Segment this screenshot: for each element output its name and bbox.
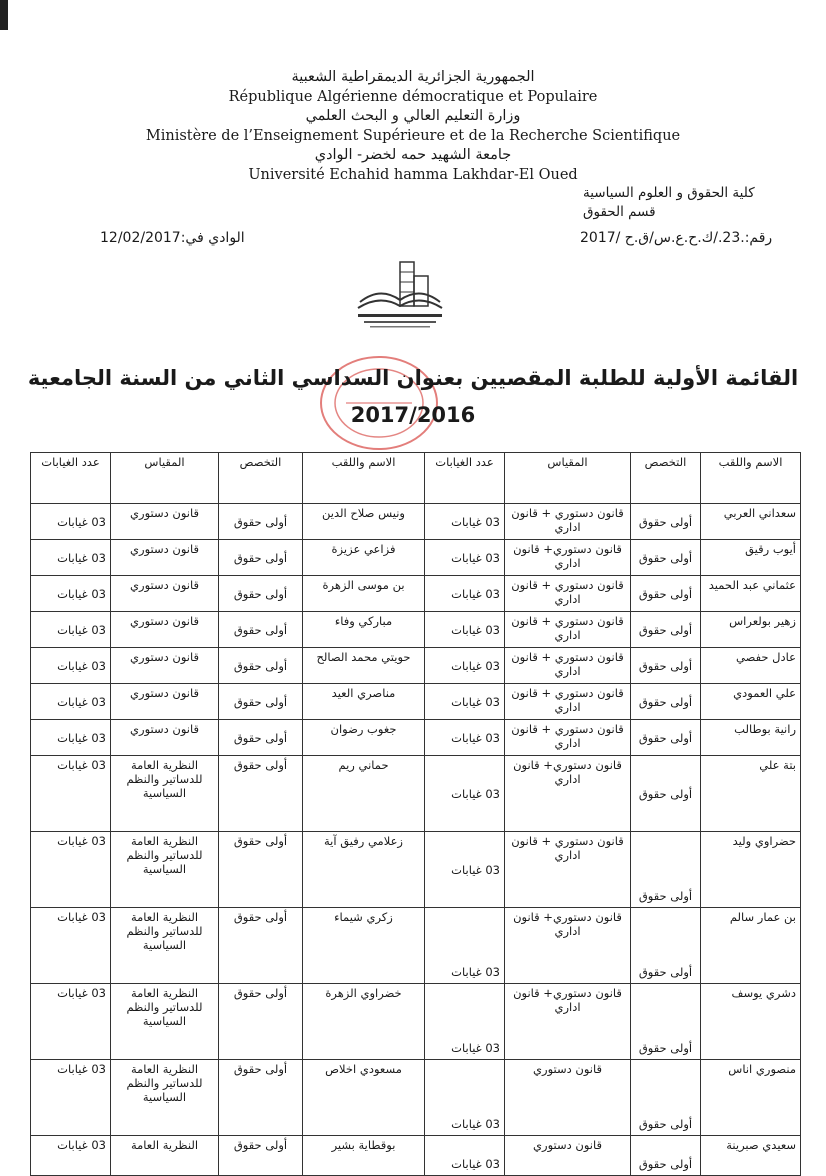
absences-cell: 03 غيابات (425, 756, 505, 832)
absences-cell: 03 غيابات (425, 648, 505, 684)
specialty-cell: أولى حقوق (219, 720, 303, 756)
student-name-cell: منصوري اناس (701, 1060, 801, 1136)
module-cell: قانون دستوري (111, 576, 219, 612)
absences-cell: 03 غيابات (31, 576, 111, 612)
ministry-name-fr: Ministère de l’Enseignement Supérieure et de la Recherche Scientifique (145, 127, 681, 144)
republic-name-fr: République Algérienne démocratique et Populaire (228, 88, 598, 105)
specialty-cell: أولى حقوق (631, 720, 701, 756)
specialty-cell: أولى حقوق (631, 984, 701, 1060)
absences-cell: 03 غيابات (425, 984, 505, 1060)
module-cell: قانون دستوري (111, 720, 219, 756)
student-name-cell: عثماني عبد الحميد (701, 576, 801, 612)
header-module-right: المقياس (505, 453, 631, 504)
module-cell: قانون دستوري+ قانون اداري (505, 540, 631, 576)
module-cell: قانون دستوري (505, 1136, 631, 1176)
module-cell: قانون دستوري + قانون اداري (505, 720, 631, 756)
table-row (31, 1136, 801, 1176)
absences-cell: 03 غيابات (425, 540, 505, 576)
faculty-block (583, 184, 755, 222)
module-cell: قانون دستوري + قانون اداري (505, 612, 631, 648)
student-name-cell: بن موسى الزهرة (303, 576, 425, 612)
absences-cell: 03 غيابات (31, 648, 111, 684)
specialty-cell: أولى حقوق (219, 504, 303, 540)
specialty-cell: أولى حقوق (219, 984, 303, 1060)
specialty-cell: أولى حقوق (219, 908, 303, 984)
student-name-cell: زعلامي رفيق آية (303, 832, 425, 908)
table-row (31, 612, 801, 648)
module-cell: قانون دستوري (111, 684, 219, 720)
module-cell: قانون دستوري + قانون اداري (505, 576, 631, 612)
table-row (31, 1060, 801, 1136)
specialty-cell: أولى حقوق (631, 1060, 701, 1136)
absences-cell: 03 غيابات (31, 1136, 111, 1176)
table-row (31, 984, 801, 1060)
student-name-cell: بن عمار سالم (701, 908, 801, 984)
absences-cell: 03 غيابات (31, 504, 111, 540)
module-cell: النظرية العامة للدساتير والنظم السياسية (111, 756, 219, 832)
absences-cell: 03 غيابات (425, 832, 505, 908)
student-name-cell: ونيس صلاح الدين (303, 504, 425, 540)
ministry-name-ar: وزارة التعليم العالي و البحث العلمي (305, 108, 521, 124)
student-name-cell: علي العمودي (701, 684, 801, 720)
student-name-cell: مباركي وفاء (303, 612, 425, 648)
student-name-cell: حماني ريم (303, 756, 425, 832)
absences-cell: 03 غيابات (31, 908, 111, 984)
student-name-cell: زكري شيماء (303, 908, 425, 984)
specialty-cell: أولى حقوق (219, 1060, 303, 1136)
module-cell: النظرية العامة للدساتير والنظم السياسية (111, 908, 219, 984)
faculty-name: كلية الحقوق و العلوم السياسية (583, 185, 755, 201)
specialty-cell: أولى حقوق (631, 832, 701, 908)
module-cell: قانون دستوري+ قانون اداري (505, 908, 631, 984)
module-cell: قانون دستوري + قانون اداري (505, 832, 631, 908)
header-name-left: الاسم واللقب (303, 453, 425, 504)
module-cell: قانون دستوري (111, 504, 219, 540)
absences-cell: 03 غيابات (425, 576, 505, 612)
student-name-cell: بتة علي (701, 756, 801, 832)
specialty-cell: أولى حقوق (219, 612, 303, 648)
table-row (31, 576, 801, 612)
table-row (31, 756, 801, 832)
module-cell: النظرية العامة للدساتير والنظم السياسية (111, 1060, 219, 1136)
specialty-cell: أولى حقوق (219, 756, 303, 832)
document-date: الوادي في:12/02/2017 (100, 230, 245, 246)
absences-cell: 03 غيابات (425, 1060, 505, 1136)
module-cell: قانون دستوري + قانون اداري (505, 684, 631, 720)
absences-cell: 03 غيابات (31, 832, 111, 908)
reference-number: رقم:.23./ك.ح.ع.س/ق.ح /2017 (580, 230, 773, 246)
module-cell: النظرية العامة (111, 1136, 219, 1176)
table-row (31, 540, 801, 576)
module-cell: النظرية العامة للدساتير والنظم السياسية (111, 984, 219, 1060)
specialty-cell: أولى حقوق (219, 540, 303, 576)
university-name-ar: جامعة الشهيد حمه لخضر- الوادي (314, 147, 512, 163)
absences-cell: 03 غيابات (31, 984, 111, 1060)
module-cell: قانون دستوري + قانون اداري (505, 504, 631, 540)
table-row (31, 504, 801, 540)
student-name-cell: عادل حفصي (701, 648, 801, 684)
header-absences-left: عدد الغيابات (31, 453, 111, 504)
excluded-students-table (30, 452, 801, 1176)
student-name-cell: أيوب رقيق (701, 540, 801, 576)
module-cell: قانون دستوري + قانون اداري (505, 648, 631, 684)
absences-cell: 03 غيابات (425, 720, 505, 756)
absences-cell: 03 غيابات (425, 908, 505, 984)
absences-cell: 03 غيابات (31, 720, 111, 756)
table-row (31, 908, 801, 984)
specialty-cell: أولى حقوق (631, 576, 701, 612)
header-module-left: المقياس (111, 453, 219, 504)
academic-year: 2017/2016 (350, 403, 476, 427)
header-specialty-left: التخصص (219, 453, 303, 504)
student-name-cell: بوقطاية بشير (303, 1136, 425, 1176)
university-name-fr: Université Echahid hamma Lakhdar-El Oued (248, 166, 578, 183)
table-row (31, 684, 801, 720)
student-name-cell: سعداني العربي (701, 504, 801, 540)
specialty-cell: أولى حقوق (631, 684, 701, 720)
module-cell: قانون دستوري (111, 540, 219, 576)
header-absences-right: عدد الغيابات (425, 453, 505, 504)
student-name-cell: جغوب رضوان (303, 720, 425, 756)
specialty-cell: أولى حقوق (631, 504, 701, 540)
student-name-cell: فزاعي عزيزة (303, 540, 425, 576)
student-name-cell: زهير بولعراس (701, 612, 801, 648)
module-cell: قانون دستوري (111, 612, 219, 648)
module-cell: النظرية العامة للدساتير والنظم السياسية (111, 832, 219, 908)
absences-cell: 03 غيابات (425, 684, 505, 720)
table-row (31, 648, 801, 684)
module-cell: قانون دستوري+ قانون اداري (505, 984, 631, 1060)
student-name-cell: خضراوي الزهرة (303, 984, 425, 1060)
department-name: قسم الحقوق (583, 204, 656, 220)
header-specialty-right: التخصص (631, 453, 701, 504)
scan-edge-mark (0, 0, 8, 30)
module-cell: قانون دستوري (111, 648, 219, 684)
absences-cell: 03 غيابات (31, 684, 111, 720)
specialty-cell: أولى حقوق (219, 1136, 303, 1176)
specialty-cell: أولى حقوق (631, 540, 701, 576)
absences-cell: 03 غيابات (31, 540, 111, 576)
absences-cell: 03 غيابات (425, 1136, 505, 1176)
student-name-cell: حضراوي وليد (701, 832, 801, 908)
absences-cell: 03 غيابات (31, 612, 111, 648)
document-header (0, 68, 826, 185)
university-logo (350, 258, 446, 334)
specialty-cell: أولى حقوق (631, 1136, 701, 1176)
student-name-cell: مناصري العيد (303, 684, 425, 720)
specialty-cell: أولى حقوق (219, 576, 303, 612)
absences-cell: 03 غيابات (31, 756, 111, 832)
specialty-cell: أولى حقوق (219, 648, 303, 684)
student-name-cell: رانية بوطالب (701, 720, 801, 756)
absences-cell: 03 غيابات (31, 1060, 111, 1136)
document-title: القائمة الأولية للطلبة المقصيين بعنوان السداسي الثاني من السنة الجامعية (27, 366, 799, 390)
absences-cell: 03 غيابات (425, 504, 505, 540)
table-header-row (31, 453, 801, 504)
module-cell: قانون دستوري (505, 1060, 631, 1136)
table-row (31, 832, 801, 908)
republic-name-ar: الجمهورية الجزائرية الديمقراطية الشعبية (291, 69, 535, 85)
absences-cell: 03 غيابات (425, 612, 505, 648)
specialty-cell: أولى حقوق (631, 648, 701, 684)
specialty-cell: أولى حقوق (631, 612, 701, 648)
specialty-cell: أولى حقوق (219, 684, 303, 720)
student-name-cell: مسعودي اخلاص (303, 1060, 425, 1136)
table-row (31, 720, 801, 756)
specialty-cell: أولى حقوق (631, 756, 701, 832)
module-cell: قانون دستوري+ قانون اداري (505, 756, 631, 832)
specialty-cell: أولى حقوق (219, 832, 303, 908)
student-name-cell: دشري يوسف (701, 984, 801, 1060)
specialty-cell: أولى حقوق (631, 908, 701, 984)
student-name-cell: حويتي محمد الصالح (303, 648, 425, 684)
header-name-right: الاسم واللقب (701, 453, 801, 504)
student-name-cell: سعيدي صبرينة (701, 1136, 801, 1176)
